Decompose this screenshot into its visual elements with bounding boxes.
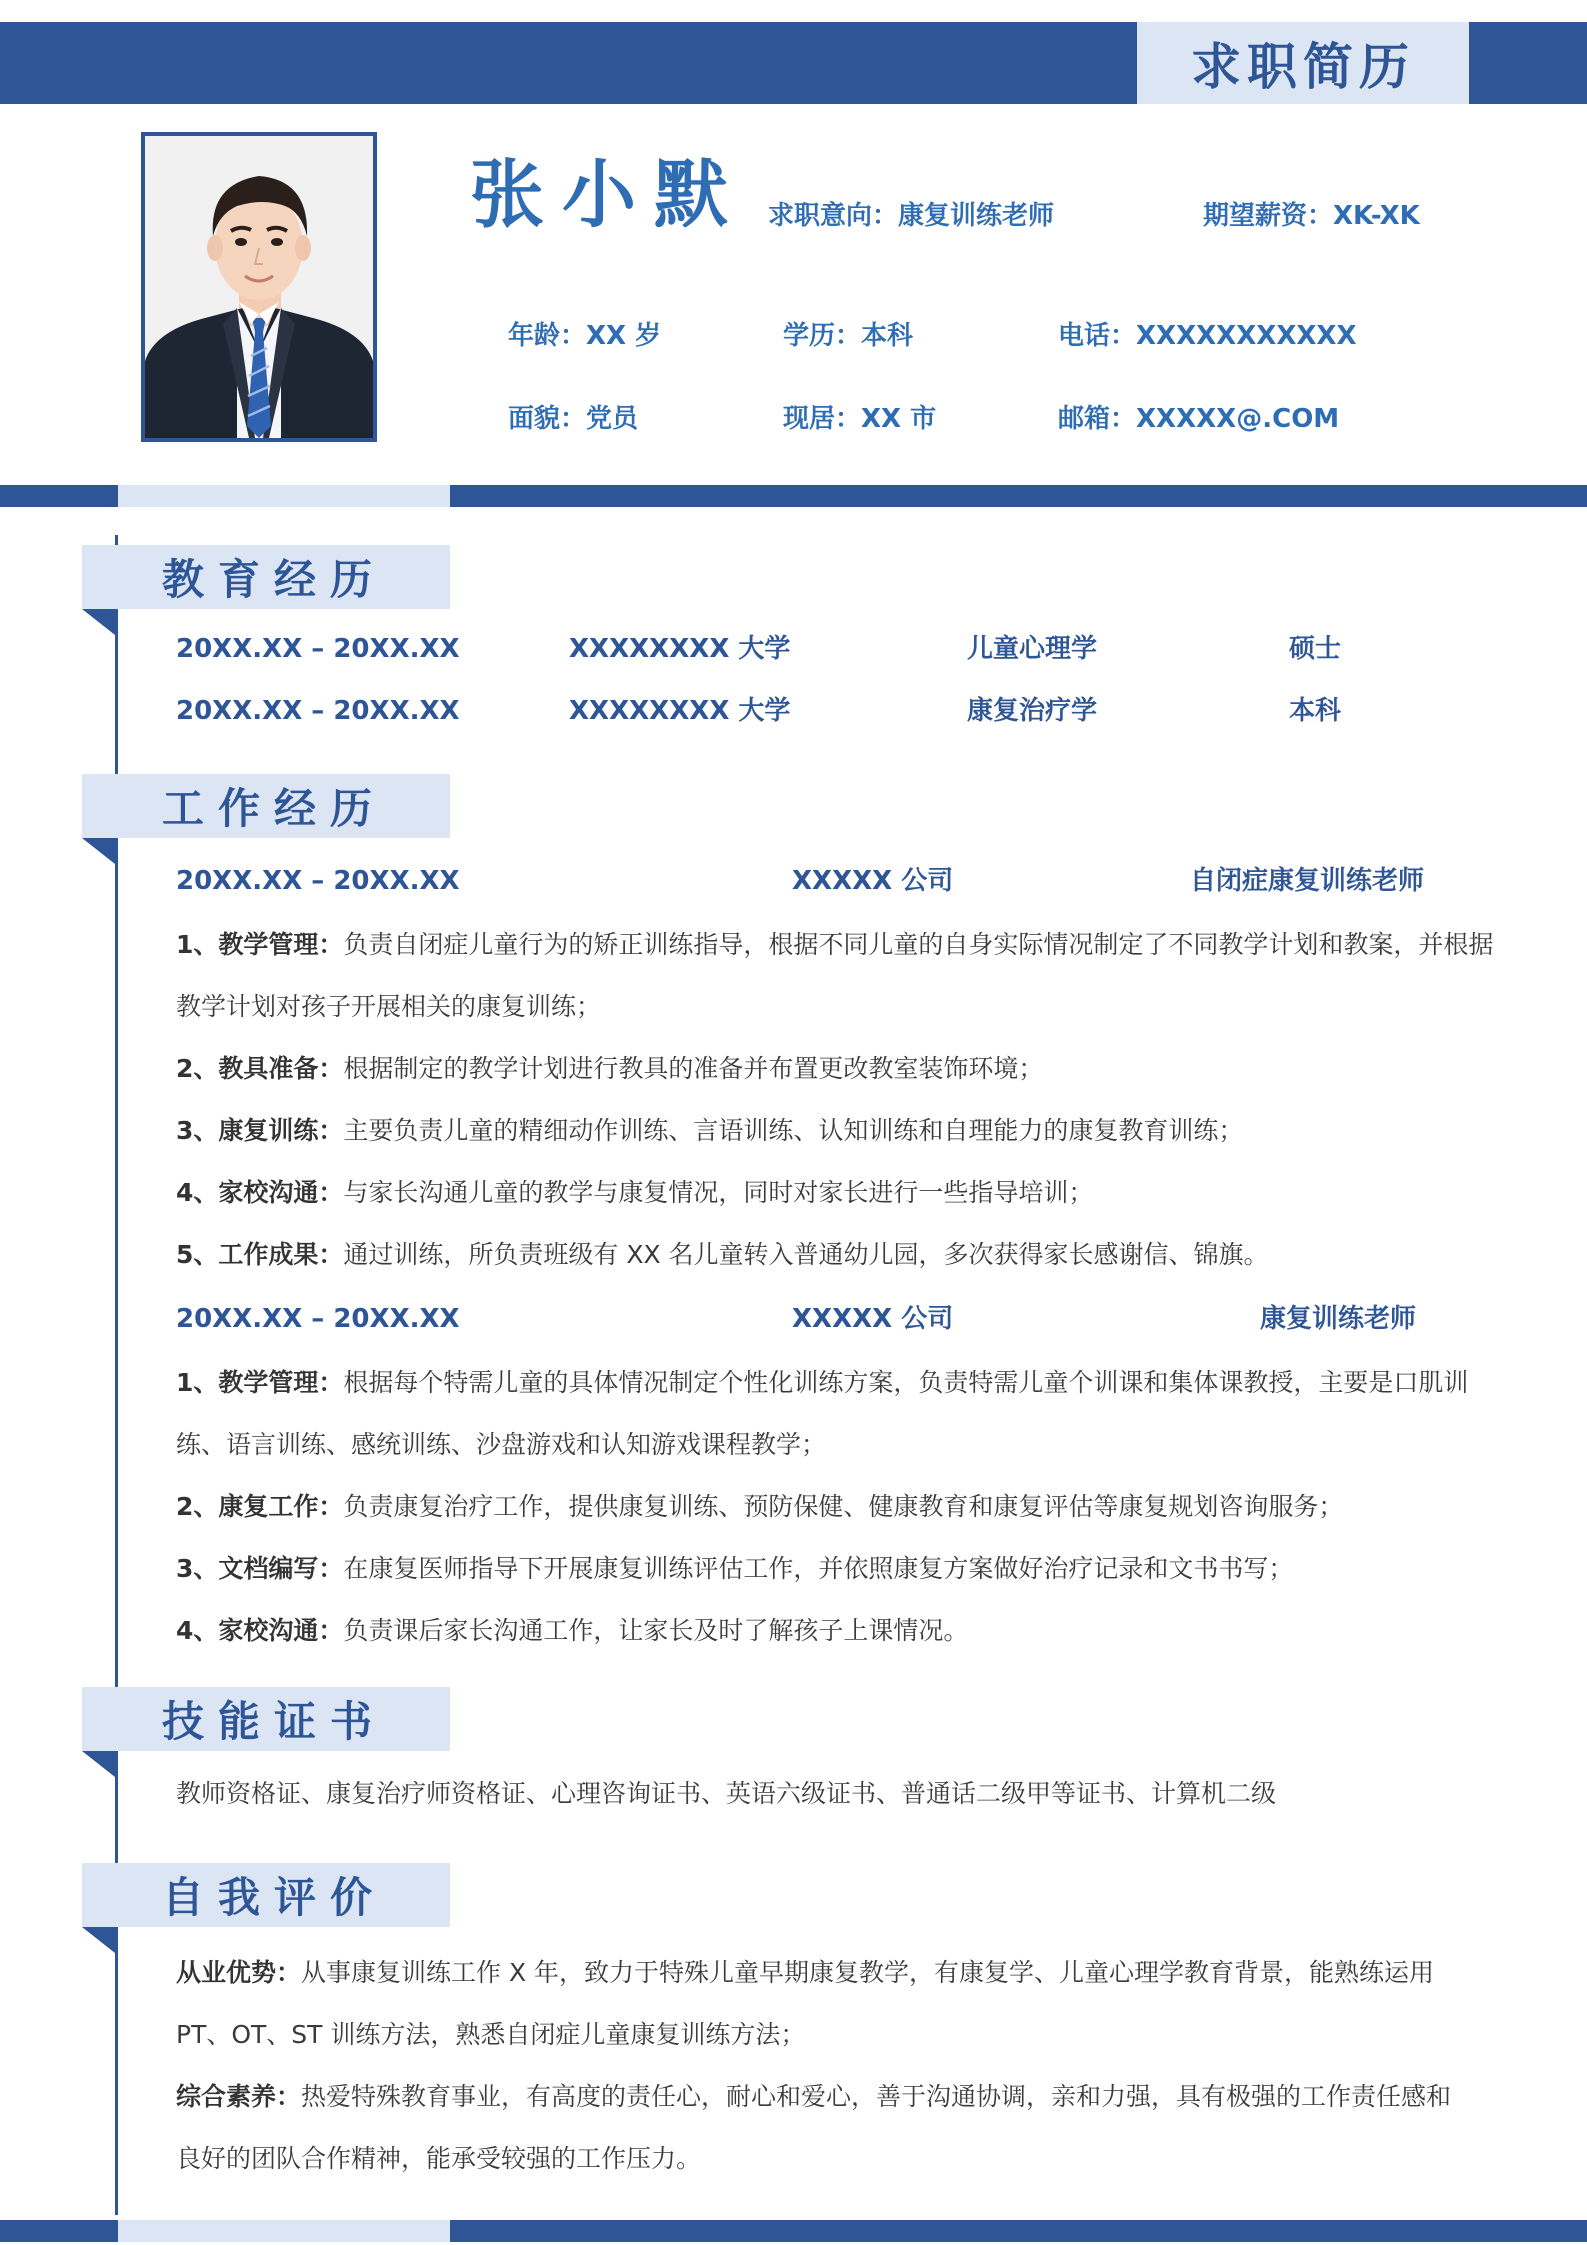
education-heading: 教育经历 [82,545,450,609]
age-field: 年龄：XX 岁 [508,321,662,351]
edu-period: 20XX.XX – 20XX.XX [176,696,460,726]
duty-text: 根据每个特需儿童的具体情况制定个性化训练方案，负责特需儿童个训课和集体课教授，主要是口肌训练、语言训练、感统训练、沙盘游戏和认知游戏课程教学； [176,1368,1469,1459]
duty-label: 5、工作成果： [176,1240,344,1269]
job-duty-item [176,1100,1496,1162]
footer-right-segment [450,2220,1587,2242]
edu-period: 20XX.XX – 20XX.XX [176,634,460,664]
duty-label: 3、康复训练： [176,1116,344,1145]
skills-heading-tab [82,1751,115,1777]
edu-degree: 硕士 [1289,634,1342,664]
work-heading: 工作经历 [82,774,450,838]
duty-text: 负责康复治疗工作，提供康复训练、预防保健、健康教育和康复评估等康复规划咨询服务； [343,1492,1344,1521]
education-field: 学历：本科 [783,321,914,351]
divider-left-segment [0,485,118,507]
duty-text: 在康复医师指导下开展康复训练评估工作，并依照康复方案做好治疗记录和文书书写； [343,1554,1294,1583]
job-duty-list [176,1352,1496,1662]
edu-major: 儿童心理学 [967,634,1098,664]
job-duty-item [176,1038,1496,1100]
duty-label: 2、教具准备： [176,1054,344,1083]
divider-right-segment [450,485,1587,507]
self-eval-heading: 自我评价 [82,1863,450,1927]
self-eval-label: 综合素养： [176,2082,302,2111]
job-duty-item [176,1162,1496,1224]
duty-label: 2、康复工作： [176,1492,344,1521]
job-duty-item [176,1600,1496,1662]
duty-text: 负责自闭症儿童行为的矫正训练指导，根据不同儿童的自身实际情况制定了不同教学计划和教案，并根据教学计划对孩子开展相关的康复训练； [176,930,1494,1021]
profile-photo [141,132,377,442]
duty-label: 1、教学管理： [176,930,344,959]
job-period: 20XX.XX – 20XX.XX [176,866,460,896]
job-duty-item [176,1224,1496,1286]
duty-label: 1、教学管理： [176,1368,344,1397]
duty-text: 负责课后家长沟通工作，让家长及时了解孩子上课情况。 [343,1616,969,1645]
education-heading-tab [82,609,115,635]
residence-field: 现居：XX 市 [783,404,937,434]
job-intent: 求职意向：康复训练老师 [768,201,1055,231]
phone-field: 电话：XXXXXXXXXXX [1058,321,1357,351]
job-role: 康复训练老师 [1260,1304,1417,1334]
duty-text: 与家长沟通儿童的教学与康复情况，同时对家长进行一些指导培训； [343,1178,1094,1207]
skills-heading: 技能证书 [82,1687,450,1751]
skills-text: 教师资格证、康复治疗师资格证、心理咨询证书、英语六级证书、普通话二级甲等证书、计算机二级 [176,1779,1277,1808]
job-duty-item [176,1476,1496,1538]
document-title: 求职简历 [1137,22,1469,104]
self-eval-list [176,1942,1466,2190]
edu-school: XXXXXXXX 大学 [569,634,791,664]
self-eval-item [176,2066,1466,2190]
job-role: 自闭症康复训练老师 [1190,866,1425,896]
duty-text: 根据制定的教学计划进行教具的准备并布置更改教室装饰环境； [343,1054,1044,1083]
divider-light-segment [118,485,450,507]
work-heading-tab [82,838,115,864]
edu-school: XXXXXXXX 大学 [569,696,791,726]
avatar-illustration [145,136,373,438]
email-field: 邮箱：XXXXX@.COM [1058,404,1340,434]
edu-degree: 本科 [1289,696,1342,726]
duty-text: 主要负责儿童的精细动作训练、言语训练、认知训练和自理能力的康复教育训练； [343,1116,1244,1145]
job-duty-list [176,914,1496,1286]
job-period: 20XX.XX – 20XX.XX [176,1304,460,1334]
job-duty-item [176,1538,1496,1600]
footer-light-segment [118,2220,450,2242]
job-duty-item [176,1352,1496,1476]
self-eval-text: 从事康复训练工作 X 年，致力于特殊儿童早期康复教学，有康复学、儿童心理学教育背景，能熟练运用 PT、OT、ST 训练方法，熟悉自闭症儿童康复训练方法； [176,1958,1435,2049]
duty-text: 通过训练，所负责班级有 XX 名儿童转入普通幼儿园，多次获得家长感谢信、锦旗。 [343,1240,1269,1269]
footer-left-segment [0,2220,118,2242]
job-company: XXXXX 公司 [792,866,954,896]
candidate-name: 张小默 [470,152,746,238]
job-company: XXXXX 公司 [792,1304,954,1334]
self-eval-item [176,1942,1466,2066]
duty-label: 3、文档编写： [176,1554,344,1583]
politics-field: 面貌：党员 [508,404,639,434]
self-eval-text: 热爱特殊教育事业，有高度的责任心，耐心和爱心，善于沟通协调，亲和力强，具有极强的工作责任感和良好的团队合作精神，能承受较强的工作压力。 [176,2082,1452,2173]
edu-major: 康复治疗学 [967,696,1098,726]
duty-label: 4、家校沟通： [176,1178,344,1207]
self-eval-heading-tab [82,1927,115,1953]
job-duty-item [176,914,1496,1038]
duty-label: 4、家校沟通： [176,1616,344,1645]
expected-salary: 期望薪资：XK-XK [1203,201,1420,231]
self-eval-label: 从业优势： [176,1958,302,1987]
